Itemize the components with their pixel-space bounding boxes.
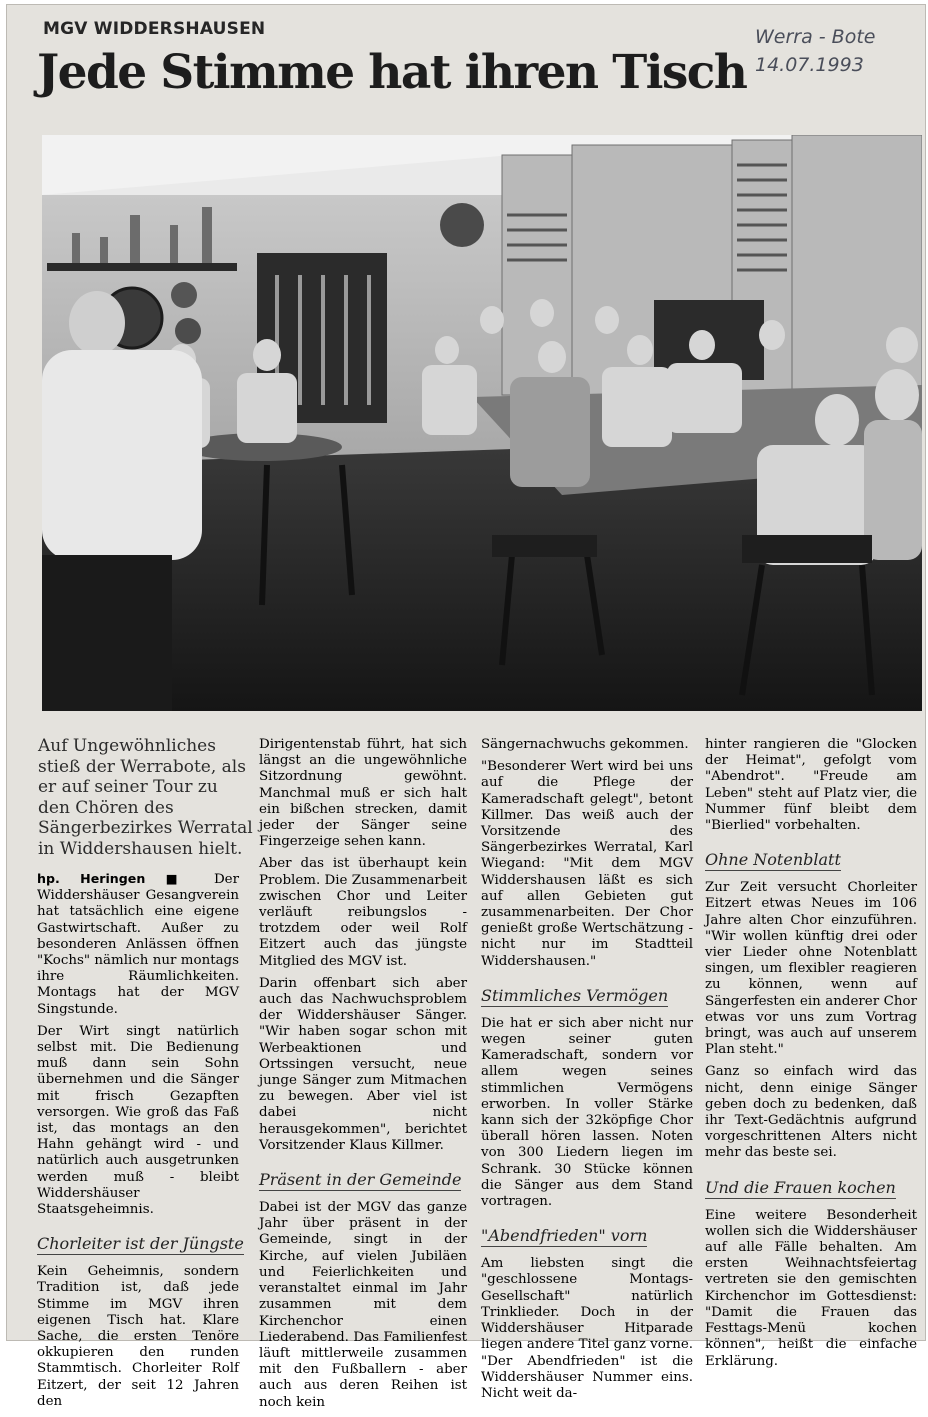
handwritten-annotation — [755, 23, 875, 79]
column-3-paragraph-3: Die hat er sich aber nicht nur wegen seiner guten Kameradschaft, sondern vor allem wegen seines stimmlichen Vermögens erworben. In voller Stärke kann sich der 32köpfige Chor überall hören lassen. Noten von 300 Liedern liegen im Schrank. 30 Stücke können die Sänger aus dem Stand vortragen. — [481, 1015, 693, 1210]
subheading-ohne-notenblatt: Ohne Notenblatt — [705, 850, 841, 870]
column-4-paragraph-2: Zur Zeit versucht Chorleiter Eitzert etwas Neues im 106 Jahre alten Chor einzuführen. "Wir wollen künftig drei oder vier Lieder ohne Notenblatt singen, um flexibler reagieren zu können, wenn auf Sängerfesten ein anderer Chor etwas vor uns zum Vortrag bringt, was auch auf unserem Plan steht." — [705, 880, 917, 1058]
column-4-paragraph-1: hinter rangieren die "Glocken der Heimat", gefolgt vom "Abendrot". "Freude am Leben" steht auf Platz vier, die Nummer fünf bleibt dem "Bierlied" vorbehalten. — [705, 737, 917, 834]
column-1-paragraph-1 — [37, 871, 239, 1018]
column-4-paragraph-3: Ganz so einfach wird das nicht, denn einige Sänger geben doch zu bedenken, daß ihr Text-Gedächtnis aufgrund vorgeschrittenen Alters nicht mehr das beste sei. — [705, 1064, 917, 1161]
subheading-chorleiter: Chorleiter ist der Jüngste — [37, 1234, 244, 1254]
column-3-paragraph-1: Sängernachwuchs gekommen. — [481, 737, 689, 752]
choir-photo — [42, 135, 922, 711]
column-4-paragraph-4: Eine weitere Besonderheit wollen sich die Widdershäuser auf alle Fälle behalten. Am ersten Weihnachtsfeiertag vertreten sie den gemischten Kirchenchor im Gottesdienst: "Damit die Frauen das Festtags-Menü kochen können", heißt die einfache Erklärung. — [705, 1207, 917, 1369]
article-column-3 — [481, 737, 693, 1408]
choir-photo-illustration — [42, 135, 922, 711]
article-column-4 — [705, 737, 917, 1376]
article-lead: Auf Ungewöhnliches stieß der Werrabote, als er auf seiner Tour zu den Chören des Sängerbezirkes Werratal in Widdershausen hielt. — [38, 736, 253, 859]
kicker-label: MGV WIDDERSHAUSEN — [43, 19, 266, 39]
column-1-paragraph-3: Kein Geheimnis, sondern Tradition ist, daß jede Stimme im MGV ihren eigenen Tisch hat. Klare Sache, die ersten Tenöre okkupieren den runden Stammtisch. Chorleiter Rolf Eitzert, der seit 12 Jahren den — [37, 1264, 239, 1409]
article-column-2 — [259, 737, 467, 1417]
column-1-paragraph-2: Der Wirt singt natürlich selbst mit. Die Bedienung muß dann sein Sohn übernehmen und die Sänger mit frisch Gezapften versorgen. Wie groß das Faß ist, das montags an den Hahn gehängt wird - und natürlich auch ausgetrunken werden muß - bleibt Widdershäuser Staatsgeheimnis. — [37, 1023, 239, 1218]
subheading-praesent: Präsent in der Gemeinde — [259, 1170, 462, 1190]
newspaper-clipping — [6, 4, 926, 1410]
column-1-paragraph-1-text: Der Widdershäuser Gesangverein hat tatsächlich eine eigene Gastwirtschaft. Außer zu besonderen Anlässen öffnen "Kochs" nämlich nur montags ihre Räumlichkeiten. Montags hat der MGV Singstunde. — [37, 872, 239, 1017]
subheading-abendfrieden: "Abendfrieden" vorn — [481, 1226, 648, 1246]
column-3-paragraph-2: "Besonderer Wert wird bei uns auf die Pflege der Kameradschaft gelegt", betont Killmer. Das weiß auch der Vorsitzende des Sängerbezirkes Werratal, Karl Wiegand: "Mit dem MGV Widdershausen läßt es sich auf allen Gebieten gut zusammenarbeiten. Der Chor genießt große Wertschätzung - nicht nur im Stadtteil Widdershausen." — [481, 759, 693, 969]
subheading-frauen-kochen: Und die Frauen kochen — [705, 1177, 896, 1197]
handwritten-date: 14.07.1993 — [755, 54, 864, 76]
column-2-paragraph-2: Aber das ist überhaupt kein Problem. Die Zusammenarbeit zwischen Chor und Leiter verläuft reibungslos - trotzdem oder weil Rolf Eitzert auch das jüngste Mitglied des MGV ist. — [259, 856, 467, 969]
handwritten-source: Werra - Bote — [755, 26, 876, 48]
column-2-paragraph-4: Dabei ist der MGV das ganze Jahr über präsent in der Gemeinde, singt in der Kirche, auf vielen Jubiläen und Feierlichkeiten und veranstaltet einmal im Jahr zusammen mit dem Kirchenchor einen Liederabend. Das Familienfest läuft mittlerweile zusammen mit den Fußballern - aber auch aus deren Reihen ist noch kein — [259, 1200, 467, 1410]
subheading-stimmliches: Stimmliches Vermögen — [481, 985, 669, 1005]
column-2-paragraph-1: Dirigentenstab führt, hat sich längst an die ungewöhnliche Sitzordnung gewöhnt. Manchmal muß er sich halt ein bißchen strecken, damit jeder der Sänger seine Fingerzeige sehen kann. — [259, 737, 467, 850]
byline: hp. Heringen ■ — [37, 871, 194, 886]
column-2-paragraph-3: Darin offenbart sich aber auch das Nachwuchsproblem der Widdershäuser Sänger. "Wir haben sogar schon mit Werbeaktionen und Ortssingen versucht, neue junge Sänger zum Mitmachen zu bewegen. Aber viel ist dabei nicht herausgekommen", berichtet Vorsitzender Klaus Killmer. — [259, 975, 467, 1153]
headline: Jede Stimme hat ihren Tisch — [37, 45, 747, 100]
article-column-1 — [37, 871, 244, 1416]
column-3-paragraph-4: Am liebsten singt die "geschlossene Montags-Gesellschaft" natürlich Trinklieder. Doch in der Widdershäuser Hitparade liegen andere Titel ganz vorne. "Der Abendfrieden" ist die Widdershäuser Nummer eins. Nicht weit da- — [481, 1256, 693, 1401]
